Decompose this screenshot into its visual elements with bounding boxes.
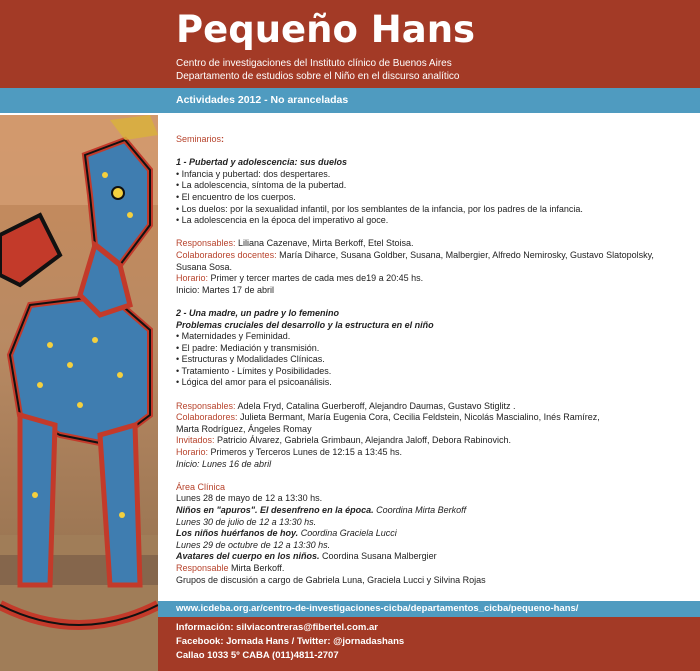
seminarios-label: Seminarios (176, 134, 222, 144)
website-link[interactable]: www.icdeba.org.ar/centro-de-investigaciones-cicba/departamentos_cicba/pequeno-hans/ (176, 603, 579, 614)
horario-label: Horario: (176, 273, 209, 284)
seminar-2-title: 2 - Una madre, un padre y lo femenino (176, 307, 340, 318)
subtitle-line-2: Departamento de estudios sobre el Niño en el discurso analítico (176, 71, 460, 82)
topic-title: Avatares del cuerpo en los niños. (176, 551, 320, 562)
list-item: • La adolescencia en la época del imperativo al goce. (176, 215, 389, 226)
responsable-value: Mirta Berkoff. (228, 562, 285, 573)
responsables-value: Liliana Cazenave, Mirta Berkoff, Etel Stoisa. (235, 238, 414, 249)
grupos-text: Grupos de discusión a cargo de Gabriela Luna, Graciela Lucci y Silvina Rojas (176, 574, 486, 585)
list-item: • El padre: Mediación y transmisión. (176, 342, 320, 353)
activities-heading: Actividades 2012 - No aranceladas (176, 94, 349, 106)
date-line: Lunes 28 de mayo de 12 a 13:30 hs. (176, 493, 323, 504)
social-links[interactable]: Facebook: Jornada Hans / Twitter: @jornadashans (176, 636, 405, 647)
responsables-value: Adela Fryd, Catalina Guerberoff, Alejandro Daumas, Gustavo Stiglitz . (235, 400, 516, 411)
colaboradores-value: María Diharce, Susana Goldber, Susana, Malbergier, Alfredo Nemirosky, Gustavo Slatopolsky, (276, 249, 654, 260)
colaboradores-value: Julieta Bermant, María Eugenia Cora, Cecilia Feldstein, Nicolás Mascialino, Inés Ramírez, (237, 412, 600, 423)
list-item: • La adolescencia, síntoma de la pubertad. (176, 180, 347, 191)
seminar-1-title: 1 - Pubertad y adolescencia: sus duelos (176, 157, 348, 168)
list-item: • El encuentro de los cuerpos. (176, 191, 296, 202)
rocking-horse-image (0, 115, 158, 671)
topic-title: Los niños huérfanos de hoy. (176, 528, 299, 539)
topic-title: Niños en "apuros". El desenfreno en la época. (176, 505, 374, 515)
list-item: • Maternidades y Feminidad. (176, 331, 291, 342)
colaboradores-value-cont: Susana Sosa. (176, 261, 233, 272)
colaboradores-label: Colaboradores docentes: (176, 249, 277, 260)
list-item: • Estructuras y Modalidades Clínicas. (176, 354, 325, 365)
responsables-label: Responsables: (176, 400, 236, 411)
area-clinica-label: Área Clínica (176, 481, 226, 492)
responsable-label: Responsable (176, 562, 229, 573)
horario-value: Primeros y Terceros Lunes de 12:15 a 13:45 hs. (208, 447, 402, 458)
inicio-text: Inicio: Lunes 16 de abril (176, 458, 272, 469)
subtitle-line-1: Centro de investigaciones del Instituto clínico de Buenos Aires (176, 58, 452, 69)
colaboradores-label: Colaboradores: (176, 412, 238, 423)
inicio-text: Inicio: Martes 17 de abril (176, 284, 275, 295)
list-item: • Tratamiento - Límites y Posibilidades. (176, 365, 332, 376)
responsables-label: Responsables: (176, 238, 236, 249)
colaboradores-value-cont: Marta Rodríguez, Ángeles Romay (176, 423, 312, 434)
horario-value: Primer y tercer martes de cada mes de19 a 20:45 hs. (208, 273, 424, 284)
list-item: • Los duelos: por la sexualidad infantil, por los semblantes de la infancia, por los padres de la infancia. (176, 203, 583, 214)
footer-link-bar (158, 601, 700, 617)
invitados-label: Invitados: (176, 435, 215, 446)
activities-bar (0, 88, 700, 113)
page-title: Pequeño Hans (176, 8, 476, 51)
content-area: Seminarios: 1 - Pubertad y adolescencia: sus duelos • Infancia y pubertad: dos despertares. • La adolescencia, síntoma de la pubertad. • El encuentro de los cuerpos. • Los duelos: por la sexualidad infantil, por los semblantes de la infancia, por los padres de la infancia. • La adolescencia en la época del imperativo al goce. Responsables: Liliana Cazenave, Mirta Berkoff, Etel Stoisa. Colaboradores docentes: María Diharce, Susana Goldber, Susana, Malbergier, Alfredo Nemirosky, Gustavo Slatopolsky, Susana Sosa. Horario: Primer y tercer martes de cada mes de19 a 20:45 hs. Inicio: Martes 17 de abril 2 - Una madre, un padre y lo femenino Problemas cruciales del desarrollo y la estructura en el niño • Maternidades y Feminidad. • El padre: Mediación y transmisión. • Estructuras y Modalidades Clínicas. • Tratamiento - Límites y Posibilidades. • Lógica del amor para el psicoanálisis. Responsables: Adela Fryd, Catalina Guerberoff, Alejandro Daumas, Gustavo Stiglitz . Colaboradores: Julieta Bermant, María Eugenia Cora, Cecilia Feldstein, Nicolás Mascialino, Inés Ramírez, Marta Rodríguez, Ángeles Romay Invitados: Patricio Álvarez, Gabriela Grimbaun, Alejandra Jaloff, Debora Rabinovich. Horario: Primeros y Terceros Lunes de 12:15 a 13:45 hs. Inicio: Lunes 16 de abril Área Clínica Lunes 28 de mayo de 12 a 13:30 hs. Niños en "apuros". El desenfreno en la época. Coordina Mirta Berkoff Lunes 30 de julio de 12 a 13:30 hs. Los niños huérfanos de hoy. Coordina Graciela Lucci Lunes 29 de octubre de 12 a 13:30 hs. Avatares del cuerpo en los niños. Coordina Susana Malbergier Responsable Mirta Berkoff. Grupos de discusión a cargo de Gabriela Luna, Graciela Lucci y Silvina Rojas (176, 134, 692, 586)
coordinator: Coordina Mirta Berkoff (373, 505, 467, 515)
list-item: • Lógica del amor para el psicoanálisis. (176, 377, 332, 388)
info-email[interactable]: Información: silviacontreras@fibertel.com.ar (176, 622, 378, 633)
coordinator: Coordina Susana Malbergier (319, 551, 437, 562)
date-line: Lunes 30 de julio de 12 a 13:30 hs. (176, 516, 317, 527)
header (0, 0, 700, 88)
list-item: • Infancia y pubertad: dos despertares. (176, 168, 331, 179)
horario-label: Horario: (176, 447, 209, 458)
address: Callao 1033 5º CABA (011)4811-2707 (176, 650, 339, 661)
seminar-2-subtitle: Problemas cruciales del desarrollo y la estructura en el niño (176, 319, 434, 330)
invitados-value: Patricio Álvarez, Gabriela Grimbaun, Alejandra Jaloff, Debora Rabinovich. (214, 435, 512, 446)
coordinator: Coordina Graciela Lucci (298, 528, 397, 539)
footer (158, 601, 700, 671)
date-line: Lunes 29 de octubre de 12 a 13:30 hs. (176, 539, 331, 550)
